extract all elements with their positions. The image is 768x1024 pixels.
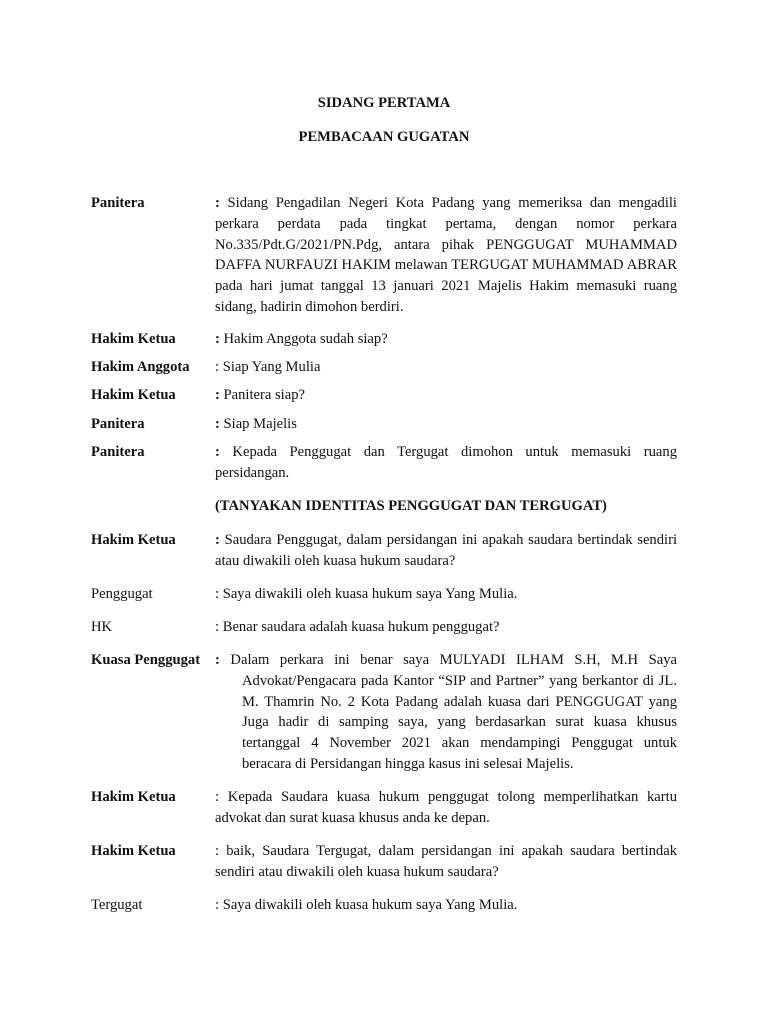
colon: : — [215, 444, 220, 460]
dialogue-text — [215, 584, 677, 605]
dialogue-body: Dalam perkara ini benar saya MULYADI ILHAM S.H, M.H Saya Advokat/Pengacara pada Kantor “SIP and Partner” yang berkantor di JL. M. Thamrin No. 2 Kota Padang adalah kuasa dari PENGGUGAT yang Juga hadir di samping saya, yang berdasarkan surat kuasa khusus tertanggal 4 November 2021 akan mendampingi Penggugat untuk beracara di Persidangan hingga kasus ini selesai Majelis. — [219, 652, 677, 772]
colon: : — [215, 416, 220, 432]
speaker-label: Penggugat — [91, 586, 153, 602]
speaker-label: Tergugat — [91, 897, 143, 913]
speaker-label: Kuasa Penggugat — [91, 652, 201, 668]
dialogue-body: Sidang Pengadilan Negeri Kota Padang yang memeriksa dan mengadili perkara perdata pada tingkat pertama, dengan nomor perkara No.335/Pdt.G/2021/PN.Pdg, antara pihak PENGGUGAT MUHAMMAD DAFFA NURFAUZI HAKIM melawan TERGUGAT MUHAMMAD ABRAR pada hari jumat tanggal 13 januari 2021 Majelis Hakim memasuki ruang sidang, hadirin dimohon berdiri. — [215, 195, 677, 315]
dialogue-body: Panitera siap? — [219, 387, 305, 403]
dialogue-text — [215, 329, 677, 350]
colon: : — [215, 619, 220, 635]
dialogue-body: Siap Majelis — [219, 416, 297, 432]
dialogue-body: Saya diwakili oleh kuasa hukum saya Yang Mulia. — [219, 897, 518, 913]
document-subtitle: PEMBACAAN GUGATAN — [298, 129, 470, 145]
dialogue-text — [215, 617, 677, 638]
dialogue-text — [215, 650, 677, 775]
colon: : — [215, 897, 220, 913]
dialogue-body: Saudara Penggugat, dalam persidangan ini apakah saudara bertindak sendiri atau diwakili oleh kuasa hukum saudara? — [215, 532, 677, 569]
dialogue-text — [215, 357, 677, 378]
speaker-label: Hakim Ketua — [91, 789, 176, 805]
dialogue-text — [215, 414, 677, 435]
dialogue-body: Siap Yang Mulia — [219, 359, 321, 375]
dialogue-text — [215, 442, 677, 484]
speaker-label: HK — [91, 619, 113, 635]
dialogue-text — [215, 193, 677, 318]
dialogue-body: Hakim Anggota sudah siap? — [219, 331, 388, 347]
dialogue-body: Benar saudara adalah kuasa hukum penggugat? — [219, 619, 500, 635]
colon: : — [215, 359, 220, 375]
dialogue-text — [215, 787, 677, 829]
speaker-label: Hakim Ketua — [91, 843, 176, 859]
colon: : — [215, 843, 220, 859]
dialogue-body: Saya diwakili oleh kuasa hukum saya Yang Mulia. — [219, 586, 518, 602]
colon: : — [215, 195, 220, 211]
colon: : — [215, 331, 220, 347]
section-heading: (TANYAKAN IDENTITAS PENGGUGAT DAN TERGUGAT) — [215, 498, 607, 514]
dialogue-body: baik, Saudara Tergugat, dalam persidangan ini apakah saudara bertindak sendiri atau diwakili oleh kuasa hukum saudara? — [215, 843, 677, 880]
dialogue-text — [215, 385, 677, 406]
colon: : — [215, 652, 220, 668]
speaker-label: Hakim Anggota — [91, 359, 190, 375]
dialogue-text — [215, 530, 677, 572]
document-title: SIDANG PERTAMA — [317, 95, 451, 111]
colon: : — [215, 387, 220, 403]
speaker-label: Hakim Ketua — [91, 387, 176, 403]
colon: : — [215, 789, 220, 805]
colon: : — [215, 586, 220, 602]
dialogue-text — [215, 841, 677, 883]
speaker-label: Panitera — [91, 444, 145, 460]
speaker-label: Hakim Ketua — [91, 532, 176, 548]
colon: : — [215, 532, 220, 548]
speaker-label: Hakim Ketua — [91, 331, 176, 347]
dialogue-body: Kepada Saudara kuasa hukum penggugat tolong memperlihatkan kartu advokat dan surat kuasa khusus anda ke depan. — [215, 789, 677, 826]
speaker-label: Panitera — [91, 195, 145, 211]
dialogue-body: Kepada Penggugat dan Tergugat dimohon untuk memasuki ruang persidangan. — [215, 444, 677, 481]
dialogue-text — [215, 895, 677, 916]
speaker-label: Panitera — [91, 416, 145, 432]
